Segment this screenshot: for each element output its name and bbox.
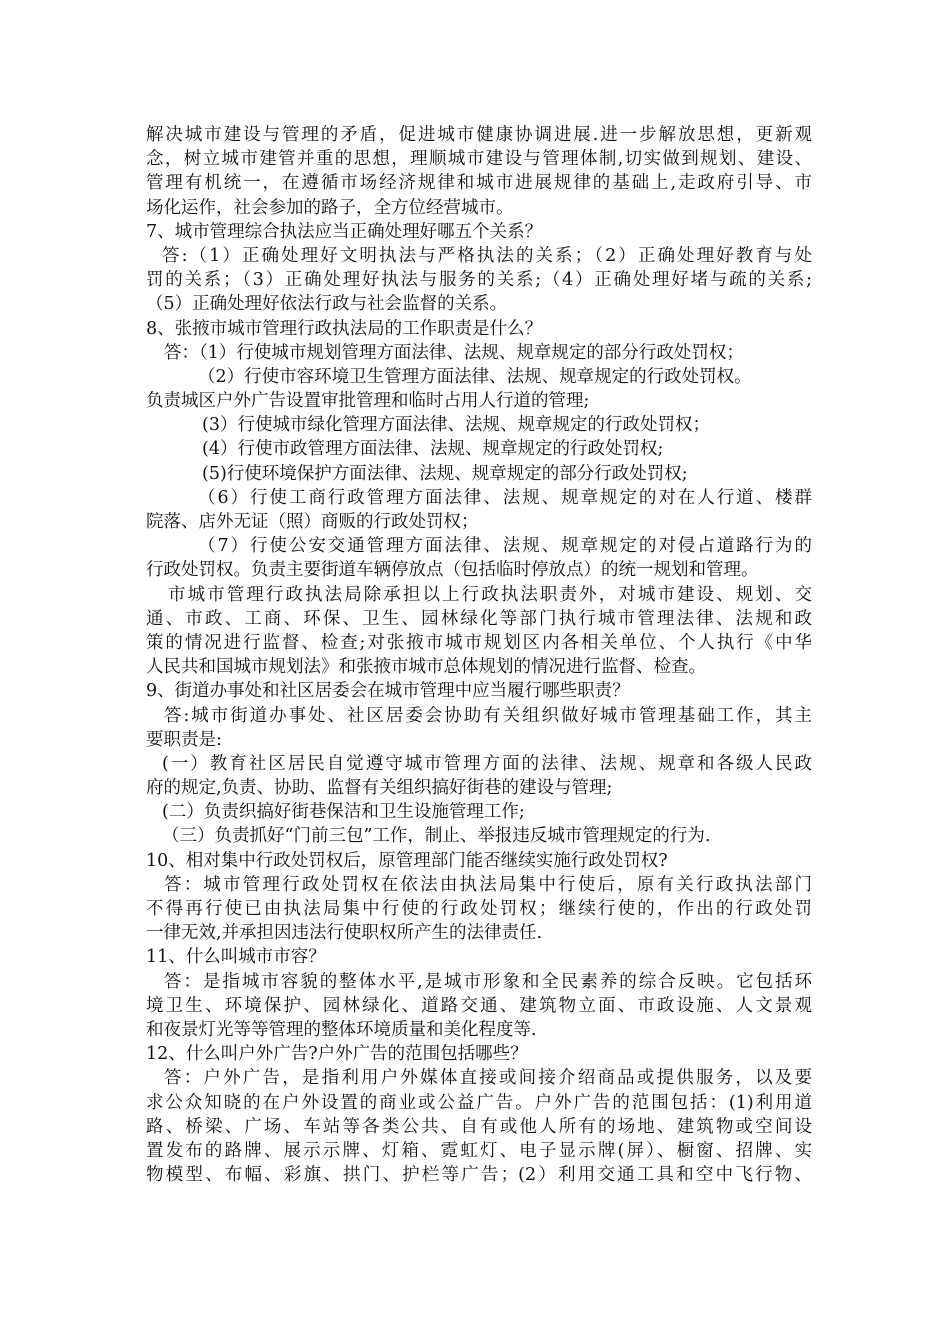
text-line: (4）行使市政管理方面法律、法规、规章规定的行政处罚权; (202, 439, 664, 460)
text-line: 12、什么叫户外广告?户外广告的范围包括哪些？ (146, 1044, 528, 1065)
text-line: 求公众知晓的在户外设置的商业或公益广告。户外广告的范围包括：(1)利用道 (146, 1092, 812, 1113)
text-line: （6）行使工商行政管理方面法律、法规、规章规定的对在人行道、楼群 (198, 487, 812, 508)
text-line: 置发布的路牌、展示示牌、灯箱、霓虹灯、电子显示牌(屏）、橱窗、招牌、实 (146, 1140, 812, 1161)
text-line: 市城市管理行政执法局除承担以上行政执法职责外，对城市建设、规划、交 (168, 584, 812, 605)
text-line: 答：（1）行使城市规划管理方面法律、法规、规章规定的部分行政处罚权； (164, 342, 744, 363)
text-line: 路、桥梁、广场、车站等各类公共、自有或他人所有的场地、建筑物或空间设 (146, 1116, 812, 1137)
text-line: (二）负责织搞好街巷保洁和卫生设施管理工作; (162, 802, 525, 823)
text-line: （2）行使市容环境卫生管理方面法律、法规、规章规定的行政处罚权。 (198, 366, 752, 387)
text-line: （7）行使公安交通管理方面法律、法规、规章规定的对侵占道路行为的 (198, 536, 812, 557)
text-line: 策的情况进行监督、检查;对张掖市城市规划区内各相关单位、个人执行《中华 (146, 632, 812, 653)
text-line: 答:城市街道办事处、社区居委会协助有关组织做好城市管理基础工作，其主 (164, 705, 812, 726)
text-line: 不得再行使已由执法局集中行使的行政处罚权；继续行使的，作出的行政处罚 (146, 899, 812, 919)
text-line: 负责城区户外广告设置审批管理和临时占用人行道的管理; (146, 391, 590, 412)
text-line: （5）正确处理好依法行政与社会监督的关系。 (146, 294, 508, 315)
text-line: 答：户外广告，是指利用户外媒体直接或间接介绍商品或提供服务，以及要 (164, 1068, 812, 1089)
text-line: (5)行使环境保护方面法律、法规、规章规定的部分行政处罚权; (202, 463, 688, 484)
text-line: 10、相对集中行政处罚权后，原管理部门能否继续实施行政处罚权? (146, 850, 668, 871)
text-line: 解决城市建设与管理的矛盾，促进城市健康协调进展.进一步解放思想，更新观 (146, 125, 812, 145)
text-line: 境卫生、环境保护、园林绿化、道路交通、建筑物立面、市政设施、人文景观 (146, 995, 812, 1016)
text-line: 7、城市管理综合执法应当正确处理好哪五个关系？ (146, 221, 543, 242)
text-line: (一）教育社区居民自觉遵守城市管理方面的法律、法规、规章和各级人民政 (162, 753, 812, 774)
text-line: 8、张掖市城市管理行政执法局的工作职责是什么？ (146, 318, 543, 339)
text-line: 答：城市管理行政处罚权在依法由执法局集中行使后，原有关行政执法部门 (164, 874, 812, 895)
document-body (146, 123, 812, 1187)
text-line: 要职责是: (146, 729, 222, 750)
text-line: 答:（1）正确处理好文明执法与严格执法的关系；（2）正确处理好教育与处 (162, 245, 812, 266)
text-line: 念，树立城市建管并重的思想，理顺城市建设与管理体制,切实做到规划、建设、 (146, 149, 812, 170)
text-line: 一律无效,并承担因违法行使职权所产生的法律责任. (146, 923, 543, 944)
text-line: 场化运作，社会参加的路子，全方位经营城市。 (146, 197, 514, 218)
text-line: 物模型、布幅、彩旗、拱门、护栏等广告；(2）利用交通工具和空中飞行物、 (146, 1165, 812, 1186)
text-line: 9、街道办事处和社区居委会在城市管理中应当履行哪些职责？ (146, 681, 630, 702)
text-line: 管理有机统一，在遵循市场经济规律和城市进展规律的基础上,走政府引导、市 (146, 173, 812, 194)
text-line: 行政处罚权。负责主要街道车辆停放点（包括临时停放点）的统一规划和管理。 (146, 560, 759, 581)
text-line: 罚的关系；（3）正确处理好执法与服务的关系;（4）正确处理好堵与疏的关系; (146, 270, 812, 291)
text-line: 和夜景灯光等等管理的整体环境质量和美化程度等. (146, 1019, 537, 1040)
text-line: （三）负责抓好“门前三包”工作，制止、举报违反城市管理规定的行为. (162, 826, 711, 847)
text-line: 人民共和国城市规划法》和张掖市城市总体规划的情况进行监督、检查。 (146, 657, 706, 678)
text-line: 通、市政、工商、环保、卫生、园林绿化等部门执行城市管理法律、法规和政 (146, 608, 812, 629)
text-line: 11、什么叫城市市容？ (146, 947, 326, 968)
text-line: 府的规定,负责、协助、监督有关组织搞好街巷的建设与管理; (146, 778, 613, 799)
text-line: 院落、店外无证（照）商贩的行政处罚权； (146, 512, 479, 532)
text-line: (3）行使城市绿化管理方面法律、法规、规章规定的行政处罚权； (202, 415, 710, 436)
text-line: 答：是指城市容貌的整体水平,是城市形象和全民素养的综合反映。它包括环 (164, 971, 812, 992)
